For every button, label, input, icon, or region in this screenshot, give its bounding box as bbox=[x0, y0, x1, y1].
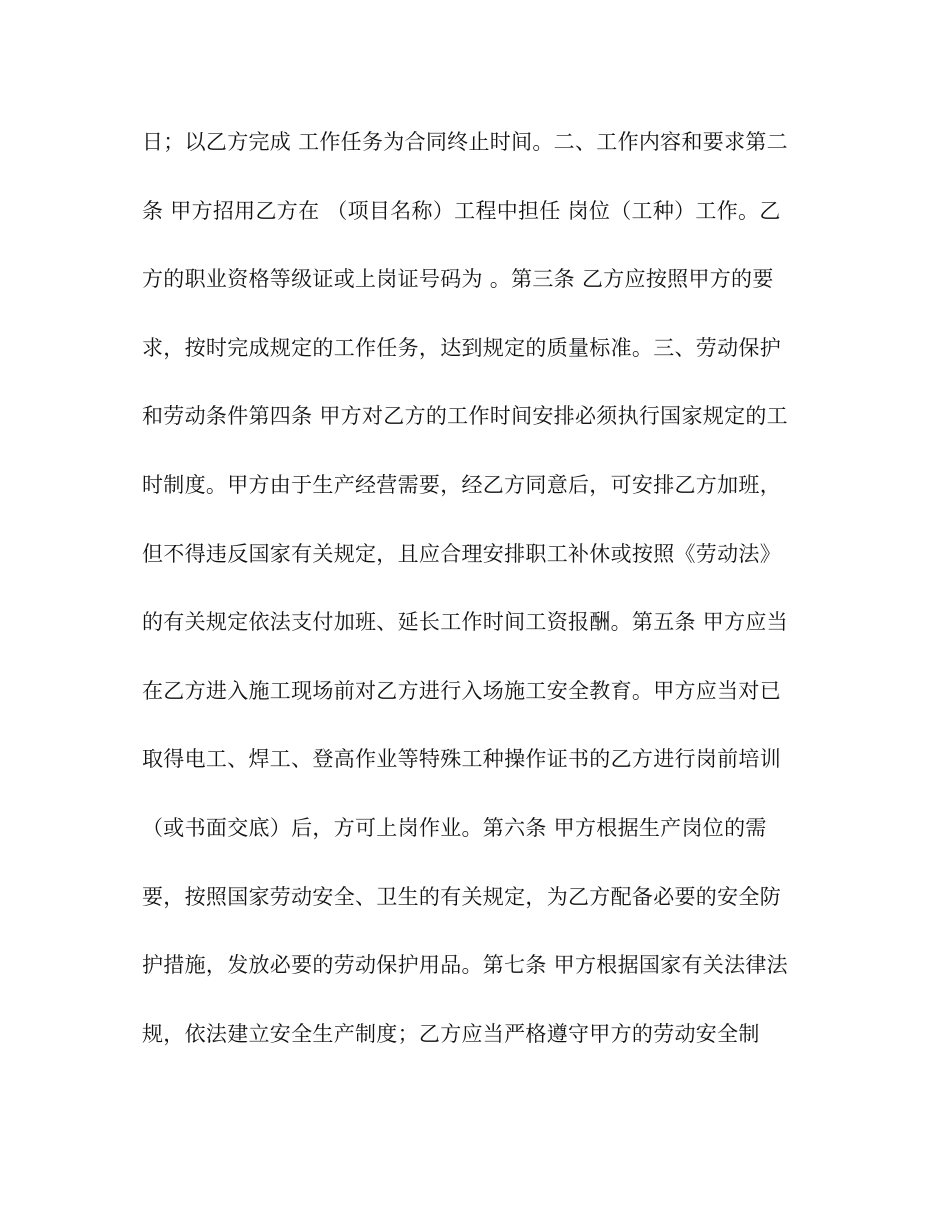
text-line-3: 方的职业资格等级证或上岗证号码为 。第三条 乙方应按照甲方的要 bbox=[142, 267, 774, 292]
text-line-1: 日；以乙方完成 工作任务为合同终止时间。二、工作内容和要求第二 bbox=[142, 130, 788, 154]
contract-body-text bbox=[142, 120, 812, 1080]
text-line-5: 和劳动条件第四条 甲方对乙方的工作时间安排必须执行国家规定的工 bbox=[142, 404, 788, 429]
text-line-7: 但不得违反国家有关规定，且应合理安排职工补休或按照《劳动法》 bbox=[142, 541, 781, 566]
text-line-4: 求，按时完成规定的工作任务，达到规定的质量标准。三、劳动保护 bbox=[142, 335, 781, 360]
text-line-11: （或书面交底）后，方可上岗作业。第六条 甲方根据生产岗位的需 bbox=[142, 815, 767, 840]
text-line-10: 取得电工、焊工、登高作业等特殊工种操作证书的乙方进行岗前培训 bbox=[142, 747, 781, 772]
text-line-13: 护措施，发放必要的劳动保护用品。第七条 甲方根据国家有关法律法 bbox=[142, 953, 788, 978]
text-line-6: 时制度。甲方由于生产经营需要，经乙方同意后，可安排乙方加班， bbox=[142, 472, 781, 497]
text-line-2: 条 甲方招用乙方在 （项目名称）工程中担任 岗位（工种）工作。乙 bbox=[142, 198, 781, 223]
text-line-14: 规，依法建立安全生产制度；乙方应当严格遵守甲方的劳动安全制 bbox=[142, 1021, 760, 1046]
text-line-9: 在乙方进入施工现场前对乙方进行入场施工安全教育。甲方应当对已 bbox=[142, 678, 781, 703]
text-line-8: 的有关规定依法支付加班、延长工作时间工资报酬。第五条 甲方应当 bbox=[142, 610, 788, 635]
text-line-12: 要，按照国家劳动安全、卫生的有关规定，为乙方配备必要的安全防 bbox=[142, 884, 781, 909]
